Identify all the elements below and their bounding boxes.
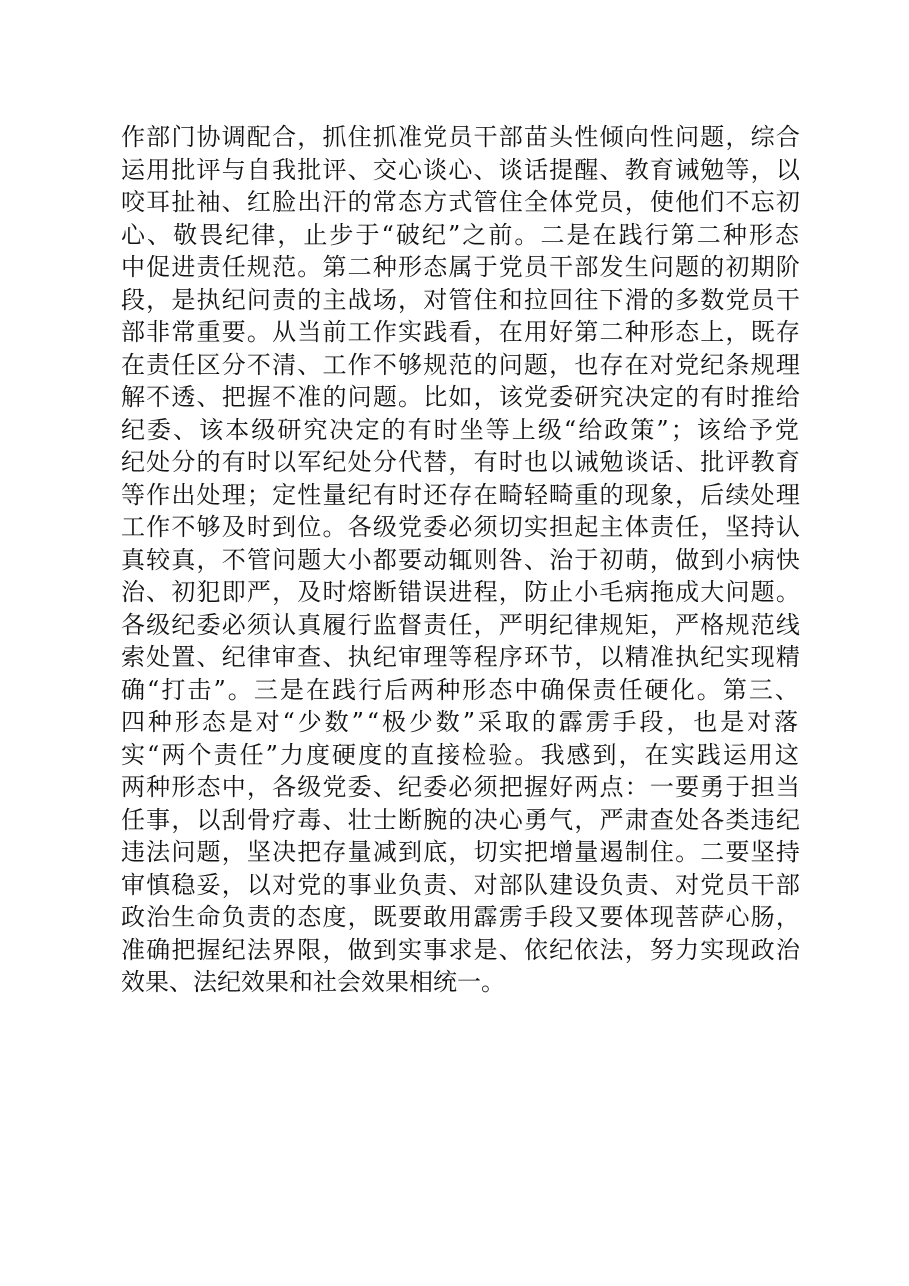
text-line: 纪处分的有时以军纪处分代替，有时也以诫勉谈话、批评教育 [121,448,801,476]
text-line: 段，是执纪问责的主战场，对管住和拉回往下滑的多数党员干 [121,285,801,314]
body-paragraph [121,121,801,999]
text-line: 作部门协调配合，抓住抓准党员干部苗头性倾向性问题，综合 [121,123,801,151]
text-line: 部非常重要。从当前工作实践看，在用好第二种形态上，既存 [121,318,801,346]
text-line: 准确把握纪法界限，做到实事求是、依纪依法，努力实现政治 [121,935,801,964]
text-line: 解不透、把握不准的问题。比如，该党委研究决定的有时推给 [121,383,801,411]
text-line: 实“两个责任”力度硬度的直接检验。我感到，在实践运用这 [121,740,801,769]
text-line: 索处置、纪律审查、执纪审理等程序环节，以精准执纪实现精 [121,643,801,671]
text-line: 咬耳扯袖、红脸出汗的常态方式管住全体党员，使他们不忘初 [121,188,801,216]
text-line: 效果、法纪效果和社会效果相统一。 [121,968,505,996]
text-line: 违法问题，坚决把存量减到底，切实把增量遏制住。二要坚持 [121,838,801,866]
text-line: 各级纪委必须认真履行监督责任，严明纪律规矩，严格规范线 [121,610,801,639]
text-line: 在责任区分不清、工作不够规范的问题，也存在对党纪条规理 [121,350,801,379]
text-line: 两种形态中，各级党委、纪委必须把握好两点：一要勇于担当 [121,773,801,801]
text-line: 审慎稳妥，以对党的事业负责、对部队建设负责、对党员干部 [121,870,801,899]
text-line: 四种形态是对“少数”“极少数”采取的霹雳手段，也是对落 [121,708,801,736]
text-line: 纪委、该本级研究决定的有时坐等上级“给政策”；该给予党 [121,415,801,444]
text-line: 任事，以刮骨疗毒、壮士断腕的决心勇气，严肃查处各类违纪 [121,805,801,834]
text-line: 真较真，不管问题大小都要动辄则咎、治于初萌，做到小病快 [121,545,801,574]
text-line: 等作出处理；定性量纪有时还存在畸轻畸重的现象，后续处理 [121,480,801,509]
text-line: 确“打击”。三是在践行后两种形态中确保责任硬化。第三、 [121,675,801,704]
text-line: 运用批评与自我批评、交心谈心、谈话提醒、教育诫勉等，以 [121,155,801,184]
text-line: 工作不够及时到位。各级党委必须切实担起主体责任，坚持认 [121,513,801,541]
text-line: 心、敬畏纪律，止步于“破纪”之前。二是在践行第二种形态 [121,220,801,249]
text-line: 治、初犯即严，及时熔断错误进程，防止小毛病拖成大问题。 [121,578,801,606]
text-line: 中促进责任规范。第二种形态属于党员干部发生问题的初期阶 [121,253,801,281]
text-line: 政治生命负责的态度，既要敢用霹雳手段又要体现菩萨心肠， [121,903,801,931]
